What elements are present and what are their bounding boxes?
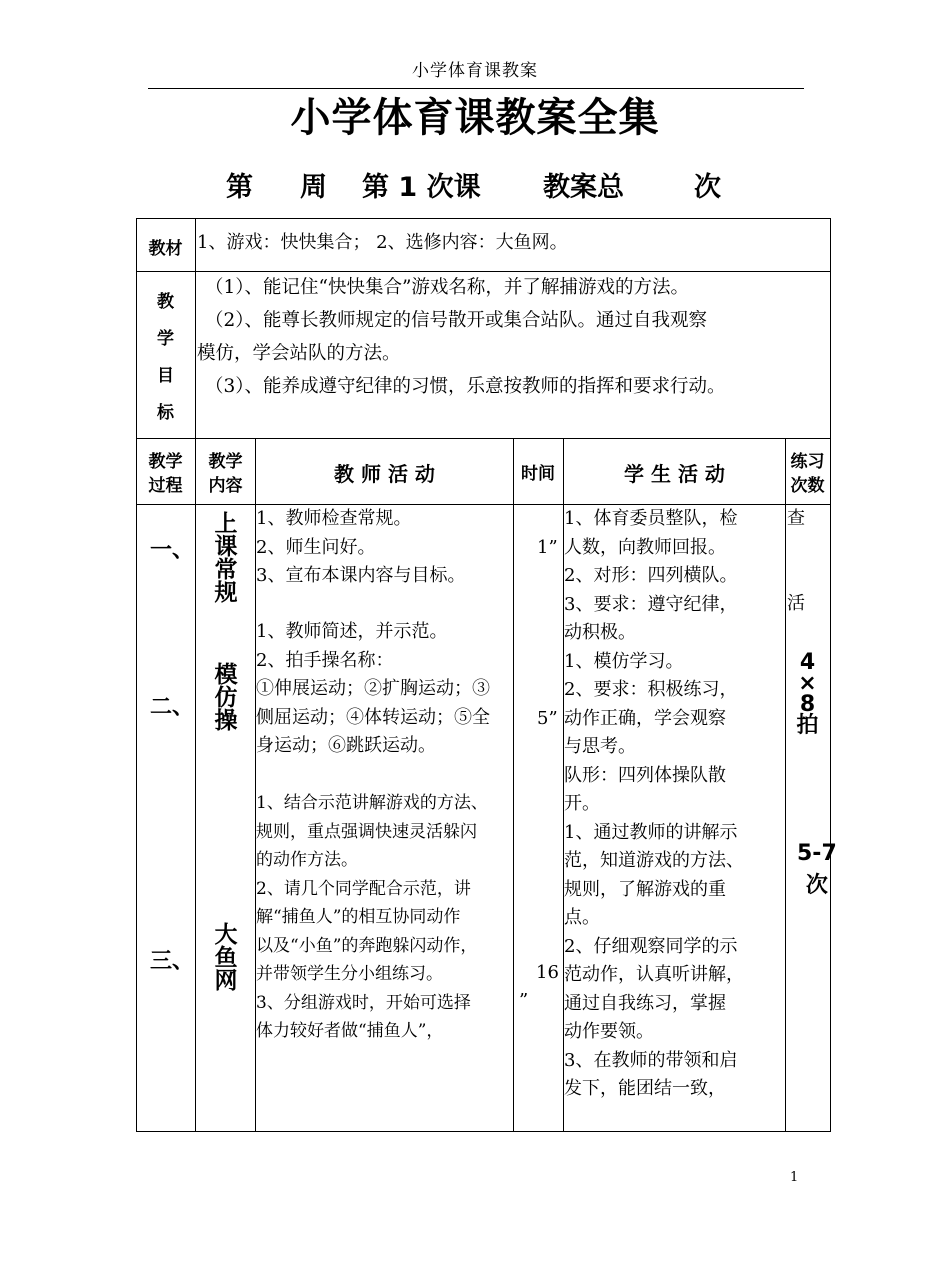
time-value: 1” bbox=[537, 537, 558, 558]
objectives-label-char: 标 bbox=[157, 403, 174, 423]
teacher-line: 1、结合示范讲解游戏的方法、 bbox=[256, 793, 488, 813]
header-teacher: 教 师 活 动 bbox=[334, 462, 435, 486]
subtitle-week: 第 bbox=[226, 172, 253, 203]
student-line: 动积极。 bbox=[564, 622, 636, 643]
student-line: 动作要领。 bbox=[564, 1021, 654, 1042]
practice-count bbox=[785, 652, 830, 736]
header-time: 时间 bbox=[521, 464, 555, 484]
student-line: 发下，能团结一致， bbox=[564, 1078, 726, 1099]
student-line: 人数，向教师回报。 bbox=[564, 536, 726, 558]
teacher-line: 2、请几个同学配合示范，讲 bbox=[256, 878, 471, 899]
teacher-line: 3、宣布本课内容与目标。 bbox=[256, 565, 466, 586]
student-line: 3、要求：遵守纪律， bbox=[564, 593, 738, 615]
objective-line: 模仿，学会站队的方法。 bbox=[197, 343, 401, 364]
header-process-line: 过程 bbox=[148, 476, 183, 496]
section-number: 二、 bbox=[150, 695, 195, 720]
student-line: 2、对形：四列横队。 bbox=[564, 565, 738, 586]
teacher-line: 身运动；⑥跳跃运动。 bbox=[256, 735, 436, 756]
student-line: 通过自我练习，掌握 bbox=[564, 992, 726, 1014]
teacher-line: 以及“小鱼”的奔跑躲闪动作， bbox=[256, 935, 478, 956]
objectives-label bbox=[136, 284, 195, 432]
student-line: 范动作，认真听讲解， bbox=[564, 964, 744, 985]
objectives-label-char: 学 bbox=[157, 329, 174, 349]
table-border bbox=[136, 1131, 831, 1132]
subtitle-total-unit: 次 bbox=[694, 172, 721, 203]
student-line: 范，知道游戏的方法、 bbox=[564, 850, 744, 871]
practice-count-char: 拍 bbox=[796, 713, 819, 738]
student-line: 3、在教师的带领和启 bbox=[564, 1049, 738, 1071]
section-content: 上课常规 bbox=[214, 511, 238, 606]
student-line: 2、仔细观察同学的示 bbox=[564, 935, 738, 957]
header-content-line: 内容 bbox=[208, 476, 243, 496]
practice-count-text: 次 bbox=[805, 873, 828, 898]
header-practice bbox=[785, 450, 830, 498]
header-process-line: 教学 bbox=[148, 452, 183, 472]
teacher-line: 1、教师简述，并示范。 bbox=[256, 621, 448, 642]
main-title: 小学体育课教案全集 bbox=[290, 95, 660, 141]
header-title: 小学体育课教案 bbox=[412, 61, 538, 81]
subtitle-total: 教案总 bbox=[543, 172, 624, 203]
table-border bbox=[195, 218, 196, 1131]
header-content-line: 教学 bbox=[208, 452, 243, 472]
teacher-line: 规则，重点强调快速灵活躲闪 bbox=[256, 821, 477, 842]
student-line: 1、通过教师的讲解示 bbox=[564, 821, 738, 843]
time-value: 16 bbox=[536, 962, 559, 983]
table-border bbox=[513, 438, 514, 1131]
time-mark: ” bbox=[519, 990, 529, 1011]
objective-line: （2）、能尊长教师规定的信号散开或集合站队。通过自我观察 bbox=[205, 310, 708, 331]
practice-note: 活 bbox=[787, 593, 805, 614]
practice-count-char: 8 bbox=[799, 692, 816, 717]
practice-note: 查 bbox=[787, 508, 805, 529]
objectives-label-char: 目 bbox=[157, 366, 174, 386]
header-student: 学 生 活 动 bbox=[624, 462, 725, 486]
header-process bbox=[136, 450, 195, 498]
section-content: 大鱼网 bbox=[214, 922, 238, 994]
material-label: 教材 bbox=[148, 239, 183, 259]
teacher-line: 1、教师检查常规。 bbox=[256, 508, 412, 529]
student-line: 2、要求：积极练习， bbox=[564, 679, 738, 700]
teacher-line: 的动作方法。 bbox=[256, 850, 358, 870]
header-practice-line: 练习 bbox=[790, 452, 825, 472]
table-border bbox=[785, 438, 786, 1131]
teacher-activity-3 bbox=[256, 789, 488, 1046]
objective-line: （1）、能记住“快快集合”游戏名称，并了解捕游戏的方法。 bbox=[205, 277, 689, 298]
objectives-text bbox=[197, 271, 726, 403]
time-value: 5” bbox=[537, 708, 558, 729]
student-activities bbox=[564, 505, 744, 1104]
teacher-activity-2 bbox=[256, 618, 490, 761]
teacher-activity-1 bbox=[256, 505, 465, 591]
objective-line: （3）、能养成遵守纪律的习惯，乐意按教师的指挥和要求行动。 bbox=[205, 376, 726, 397]
practice-count-char: 4 bbox=[799, 650, 816, 675]
section-number: 一、 bbox=[150, 538, 195, 563]
teacher-line: 侧屈运动；④体转运动；⑤全 bbox=[256, 706, 490, 728]
teacher-line: 解“捕鱼人”的相互协同动作 bbox=[256, 907, 461, 927]
table-border bbox=[830, 218, 831, 1131]
objectives-label-char: 教 bbox=[157, 292, 174, 312]
teacher-line: 2、师生问好。 bbox=[256, 536, 376, 558]
table-border bbox=[136, 438, 831, 439]
material-text: 1、游戏：快快集合； 2、选修内容：大鱼网。 bbox=[197, 232, 568, 253]
student-line: 动作正确，学会观察 bbox=[564, 707, 726, 729]
practice-count bbox=[797, 838, 837, 902]
teacher-line: 并带领学生分小组练习。 bbox=[256, 964, 443, 984]
practice-count-text: 5-7 bbox=[797, 841, 837, 866]
subtitle-lesson: 第 1 次课 bbox=[362, 172, 481, 203]
student-line: 规则，了解游戏的重 bbox=[564, 878, 726, 900]
student-line: 1、模仿学习。 bbox=[564, 650, 684, 672]
table-border bbox=[136, 218, 831, 219]
teacher-line: 3、分组游戏时，开始可选择 bbox=[256, 992, 471, 1013]
header-content bbox=[196, 450, 255, 498]
student-line: 队形：四列体操队散 bbox=[564, 764, 726, 786]
section-number: 三、 bbox=[150, 949, 195, 974]
teacher-line: 2、拍手操名称： bbox=[256, 649, 394, 671]
page-number: 1 bbox=[790, 1170, 799, 1185]
teacher-line: ①伸展运动；②扩胸运动；③ bbox=[256, 678, 490, 699]
section-content: 模仿操 bbox=[214, 662, 238, 734]
header-practice-line: 次数 bbox=[790, 476, 825, 496]
subtitle-week-unit: 周 bbox=[300, 172, 327, 203]
student-line: 开。 bbox=[564, 793, 600, 814]
teacher-line: 体力较好者做“捕鱼人”， bbox=[256, 1021, 444, 1041]
student-line: 与思考。 bbox=[564, 736, 636, 757]
student-line: 点。 bbox=[564, 907, 600, 928]
practice-count-char: × bbox=[798, 671, 817, 696]
student-line: 1、体育委员整队，检 bbox=[564, 508, 738, 529]
